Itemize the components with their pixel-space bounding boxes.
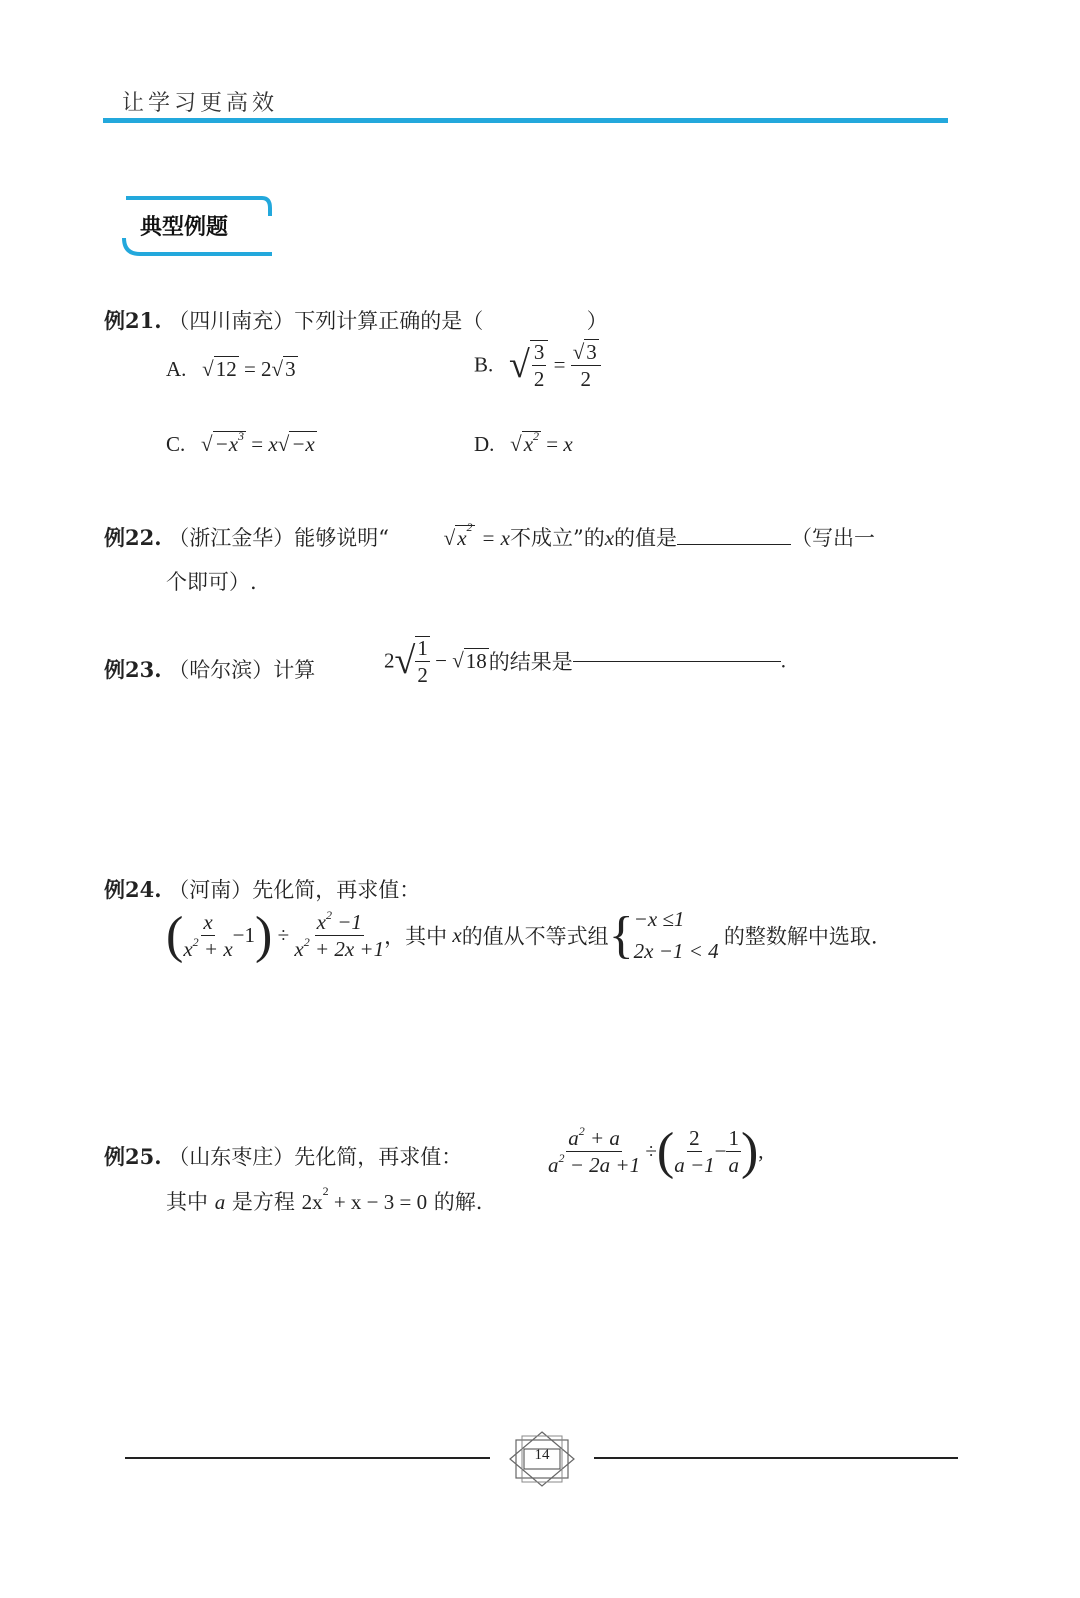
example-23-tail: 的结果是 bbox=[488, 650, 573, 675]
e24-inequality-system bbox=[634, 904, 719, 967]
example-22-radicand: x bbox=[457, 526, 467, 550]
e24-f2-den-b: + 2x +1 bbox=[314, 937, 385, 961]
option-a: A. √12 = 2√3 bbox=[166, 357, 296, 381]
example-23-num: 1 bbox=[415, 637, 430, 662]
example-22-tail: 不成立”的 bbox=[509, 526, 605, 550]
e24-f1-den-a: x bbox=[183, 937, 193, 961]
e25-f3-den: a bbox=[728, 1153, 739, 1177]
e24-f1-num: x bbox=[201, 911, 214, 936]
e25-eq: 2x bbox=[301, 1190, 323, 1214]
example-25-line2: 其中 a 是方程 $2x^2 + x - 3 = 0$ 的解. bbox=[166, 1184, 483, 1214]
option-b-num: 3 bbox=[532, 341, 547, 366]
e25-f1-den: a bbox=[548, 1153, 559, 1177]
example-21-label: 例21. bbox=[104, 308, 162, 333]
example-23-label: 例23. bbox=[104, 657, 162, 682]
e24-minus1: −1 bbox=[232, 923, 255, 947]
example-23-text: （哈尔滨）计算 bbox=[168, 658, 316, 682]
example-22-line2: 个即可）. bbox=[166, 570, 257, 594]
footer-rule-left bbox=[125, 1457, 490, 1459]
example-23-minus: − bbox=[435, 648, 447, 673]
e25-line2-c: 的解. bbox=[433, 1190, 483, 1214]
e24-f2-num-b: −1 bbox=[337, 909, 362, 934]
example-21-close: ） bbox=[586, 309, 608, 333]
example-24-question bbox=[104, 874, 420, 904]
example-25-question bbox=[104, 1141, 462, 1171]
example-22-answer-blank[interactable] bbox=[677, 544, 791, 545]
e24-f1-den-b: + x bbox=[203, 937, 233, 961]
example-21-question bbox=[104, 305, 608, 335]
option-b-letter: B. bbox=[474, 352, 494, 377]
page-number: 14 bbox=[534, 1447, 550, 1463]
e24-mid2: 的值从不等式组 bbox=[461, 924, 609, 949]
example-25-expression: $\frac{a^2 + a}{a^2 - 2a +1}$ ÷( $\frac{2}{a -1}$ − $\frac{1}{a}$ ), bbox=[548, 1123, 764, 1180]
option-b-rden: 2 bbox=[580, 366, 591, 391]
section-tab-title: 典型例题 bbox=[140, 215, 229, 240]
option-c-letter: C. bbox=[166, 432, 186, 456]
example-24-label: 例24. bbox=[104, 877, 162, 902]
option-c-radicand: −x bbox=[214, 432, 239, 456]
header-rule bbox=[103, 118, 948, 123]
example-21-text: （四川南充）下列计算正确的是（ bbox=[168, 309, 484, 333]
e24-tail: 的整数解中选取. bbox=[723, 924, 878, 949]
option-b: B. √ $\frac{3}{2}$ = $\frac{√3}{2}$ bbox=[474, 340, 601, 390]
e25-f2-num: 2 bbox=[687, 1127, 702, 1152]
e25-comma: , bbox=[758, 1139, 764, 1163]
example-23-end: . bbox=[780, 648, 786, 673]
example-22-var: x bbox=[604, 526, 615, 550]
e25-eq-b: + x − 3 = 0 bbox=[333, 1190, 428, 1214]
e25-minus: − bbox=[714, 1139, 727, 1163]
e25-line2-a: 其中 bbox=[166, 1190, 208, 1214]
header-tagline: 让学习更高效 bbox=[122, 91, 279, 116]
example-22-text: （浙江金华）能够说明“ bbox=[168, 526, 389, 550]
example-23-expression: 2√ $\frac{1}{2}$ − √18的结果是 . bbox=[384, 636, 786, 688]
example-23-radicand2: 18 bbox=[465, 648, 487, 673]
example-22-label: 例22. bbox=[104, 525, 162, 550]
e25-line2-b: 是方程 bbox=[231, 1190, 295, 1214]
option-d-radicand: x bbox=[523, 432, 534, 456]
e25-f2-den: a −1 bbox=[674, 1153, 715, 1177]
option-a-coef: 2 bbox=[261, 357, 272, 381]
example-22-question: 例22. （浙江金华）能够说明“ $√x^2 = x$不成立”的x的值是 （写出一 bbox=[104, 520, 876, 550]
e24-f2-den-a: x bbox=[294, 937, 304, 961]
e25-f1-num: a bbox=[568, 1125, 579, 1150]
e25-div: ÷ bbox=[645, 1139, 657, 1163]
example-23-coef: 2 bbox=[384, 648, 395, 673]
option-d-exp: 2 bbox=[533, 429, 540, 443]
example-23-label-line bbox=[104, 654, 315, 684]
example-24-expression: ( $\frac{x}{x^2 + x}$ −1) ÷ $\frac{x^2 -1}{x^2 + 2x +1}$ ，其中 x的值从不等式组{ −x ≤1 2x −1 < 4 的整数解中选取. bbox=[166, 904, 878, 967]
option-c-exp: 3 bbox=[238, 429, 245, 443]
option-c: C. $√-x^3 = x√-x$ bbox=[166, 429, 315, 456]
example-23-answer-blank[interactable] bbox=[573, 661, 781, 662]
e24-ineq2: 2x −1 < 4 bbox=[633, 938, 719, 963]
example-22-exp: 2 bbox=[466, 520, 473, 534]
e25-f1-num-b: + a bbox=[589, 1125, 620, 1150]
option-b-rnum: 3 bbox=[586, 339, 597, 364]
example-25-text: （山东枣庄）先化简，再求值： bbox=[168, 1145, 463, 1169]
e24-var: x bbox=[452, 923, 462, 947]
example-22-tail2: 的值是 bbox=[614, 526, 678, 550]
option-a-letter: A. bbox=[166, 357, 187, 381]
e24-ineq1: −x ≤1 bbox=[633, 907, 685, 931]
e25-var: a bbox=[214, 1190, 226, 1214]
example-22-tail3: （写出一 bbox=[791, 526, 876, 550]
example-22-eq: = x bbox=[481, 526, 510, 550]
option-d-rhs: x bbox=[563, 432, 573, 456]
option-a-radicand: 12 bbox=[215, 357, 237, 381]
option-b-den: 2 bbox=[533, 367, 545, 392]
footer-rule-right bbox=[594, 1457, 958, 1459]
example-25-label: 例25. bbox=[104, 1144, 162, 1169]
e24-mid: ，其中 bbox=[384, 924, 448, 949]
option-c-rhs: −x bbox=[291, 432, 315, 456]
e24-div: ÷ bbox=[277, 923, 290, 947]
example-23-den: 2 bbox=[417, 663, 428, 688]
option-d-letter: D. bbox=[474, 432, 495, 456]
e25-f1-den-b: − 2a +1 bbox=[569, 1153, 641, 1177]
option-a-rhs: 3 bbox=[285, 357, 296, 381]
e25-f3-num: 1 bbox=[726, 1127, 741, 1152]
e24-f2-num-a: x bbox=[316, 909, 326, 934]
example-24-text: （河南）先化简，再求值： bbox=[168, 878, 421, 902]
option-d: D. $√x^2 = x$ bbox=[474, 429, 573, 456]
option-c-coef: x bbox=[268, 432, 278, 456]
